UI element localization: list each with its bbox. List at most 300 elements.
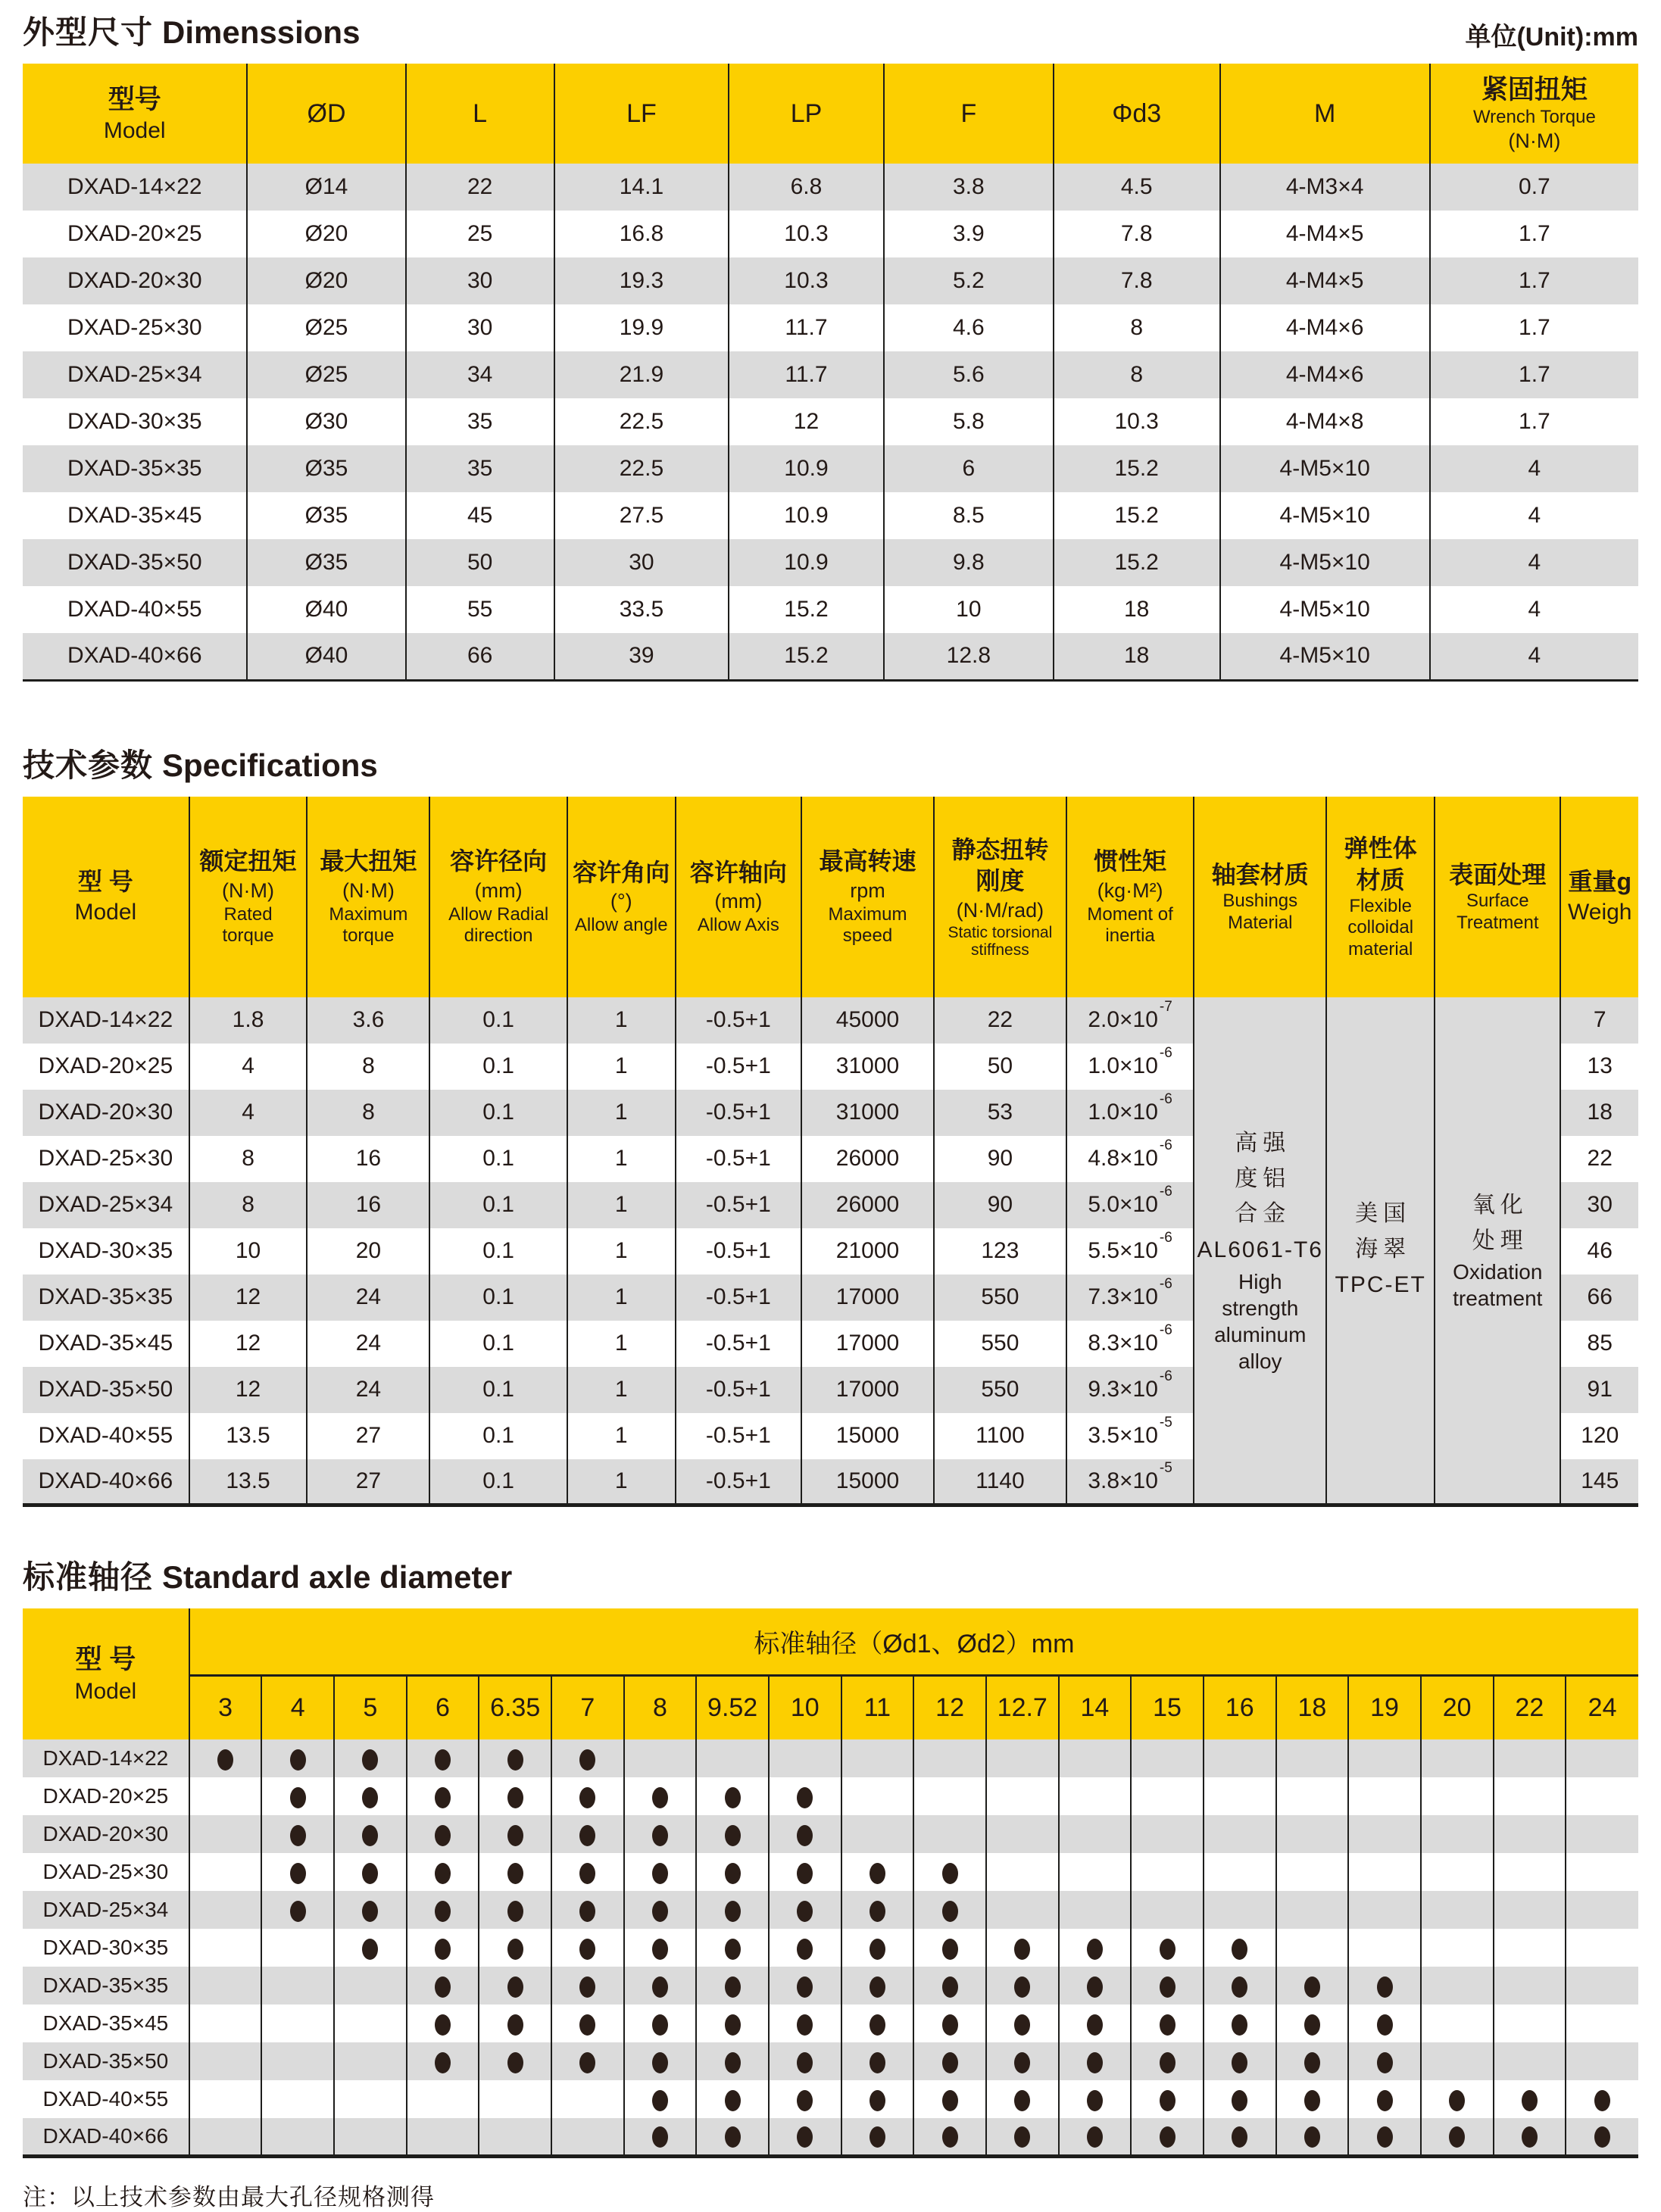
value-cell: 15.2: [1054, 445, 1220, 492]
section-title-dimensions: [23, 8, 360, 53]
axle-cell: [1348, 1739, 1421, 1777]
value-cell: Ø25: [247, 351, 405, 398]
dot-marker: [797, 2090, 813, 2111]
axle-cell: [407, 2080, 479, 2118]
header-text-stack: [248, 64, 404, 164]
table-row: [23, 1967, 1638, 2005]
column-header-flexible: [1326, 797, 1435, 997]
header-text-line: 最高转速: [819, 847, 916, 875]
column-header-dia-19: 19: [1348, 1675, 1421, 1739]
value-cell: 0.1: [429, 997, 567, 1044]
dot-marker: [652, 1863, 668, 1884]
axle-cell: [913, 1777, 986, 1815]
dot-marker: [725, 1976, 741, 1998]
dot-marker: [1087, 1976, 1103, 1998]
axle-cell: [1059, 1853, 1132, 1891]
header-text-line: Surface: [1466, 891, 1529, 912]
header-text-line: 弹性体: [1344, 834, 1417, 862]
model-cell: DXAD-40×55: [42, 2087, 169, 2111]
header-text-line: 表面处理: [1449, 860, 1547, 888]
table-row: [23, 257, 1638, 304]
model-cell: DXAD-40×55: [67, 597, 202, 622]
axle-cell: [913, 2042, 986, 2080]
axle-cell: [913, 1929, 986, 1967]
header-row: [23, 1608, 1638, 1675]
value-cell: 12.8: [884, 633, 1054, 680]
header-text-stack: [555, 64, 728, 164]
value-cell: 22.5: [554, 445, 729, 492]
value-cell: 50: [934, 1044, 1066, 1090]
table-row: [23, 351, 1638, 398]
inertia-exponent: -6: [1159, 1045, 1172, 1061]
axle-cell: [1348, 2042, 1421, 2080]
value-cell: 9.8: [884, 539, 1054, 586]
column-header-dia-4: 4: [261, 1675, 334, 1739]
axle-cell: [1059, 1891, 1132, 1929]
column-header-dia-6: 6: [407, 1675, 479, 1739]
section-title-zh: 技术参数: [23, 747, 154, 783]
value-cell: [1066, 1459, 1194, 1505]
value-cell: 18: [1054, 586, 1220, 633]
axle-cell: [1131, 1777, 1204, 1815]
dot-marker: [652, 2052, 668, 2073]
weight-cell: 30: [1560, 1182, 1638, 1228]
value-cell: 1: [567, 1367, 676, 1413]
axle-cell: [334, 2080, 407, 2118]
axle-cell: [407, 1967, 479, 2005]
value-cell: 123: [934, 1228, 1066, 1274]
model-cell: DXAD-14×22: [23, 1739, 189, 1777]
value-cell: [1066, 1136, 1194, 1182]
axle-cell: [551, 1853, 624, 1891]
header-text-line: torque: [342, 925, 395, 947]
column-header-radial: [429, 797, 567, 997]
value-cell: 1: [567, 1413, 676, 1459]
header-text-line: Rated: [223, 904, 273, 925]
axle-cell: [1421, 1777, 1494, 1815]
value-cell: 21.9: [554, 351, 729, 398]
dot-marker: [1232, 1939, 1247, 1960]
axle-cell: [1204, 1967, 1276, 2005]
axle-cell: [769, 2005, 841, 2042]
header-text-line: stiffness: [971, 941, 1029, 959]
header-text-line: 重量g: [1568, 868, 1632, 896]
axle-cell: [913, 1891, 986, 1929]
value-cell: 1: [567, 1321, 676, 1367]
model-cell: DXAD-25×30: [67, 315, 202, 340]
axle-cell: [261, 2080, 334, 2118]
axle-cell: [1566, 1739, 1638, 1777]
axle-cell: [1131, 1815, 1204, 1853]
table-row: [23, 164, 1638, 211]
axle-cell: [1566, 2042, 1638, 2080]
dot-marker: [435, 1939, 451, 1960]
column-header-od: [247, 64, 405, 164]
inertia-exponent: -6: [1159, 1230, 1172, 1246]
model-cell: DXAD-40×66: [23, 633, 247, 680]
axle-cell: [1566, 1967, 1638, 2005]
axle-cell: [1566, 2080, 1638, 2118]
header-text-line: 轴套材质: [1211, 860, 1309, 888]
value-cell: 0.1: [429, 1413, 567, 1459]
column-header-dia-22: 22: [1494, 1675, 1566, 1739]
inertia-base: 3.8×10: [1088, 1468, 1158, 1493]
axle-cell: [1494, 1967, 1566, 2005]
header-text-stack: [1054, 64, 1219, 164]
header-text-line: Static torsional: [948, 924, 1053, 942]
axle-cell: [1421, 2042, 1494, 2080]
value-cell: 10.3: [729, 257, 884, 304]
axle-cell: [769, 1739, 841, 1777]
value-cell: [1066, 1090, 1194, 1136]
value-cell: 0.1: [429, 1367, 567, 1413]
inertia-base: 7.3×10: [1088, 1284, 1158, 1309]
inertia-base: 8.3×10: [1088, 1331, 1158, 1356]
column-header-dia-16: 16: [1204, 1675, 1276, 1739]
value-cell: 0.1: [429, 1044, 567, 1090]
axle-cell: [189, 1777, 262, 1815]
header-text-line: speed: [842, 925, 893, 947]
axle-cell: [407, 1853, 479, 1891]
header-text-line: material: [1347, 938, 1413, 959]
header-text-line: rpm: [850, 878, 885, 902]
value-cell: [1066, 1413, 1194, 1459]
material-text-line: AL6061-T6: [1197, 1237, 1323, 1262]
value-cell: 13.5: [189, 1459, 308, 1505]
model-cell: DXAD-14×22: [23, 997, 189, 1044]
header-text-line: Bushings: [1222, 891, 1298, 912]
header-text-line: (N·M): [1508, 129, 1561, 153]
dot-marker: [290, 1749, 306, 1771]
value-cell: -0.5+1: [676, 1044, 801, 1090]
value-cell: 10.9: [729, 445, 884, 492]
weight-cell: 145: [1560, 1459, 1638, 1505]
value-cell: 55: [406, 586, 554, 633]
header-text-line: Model: [74, 900, 137, 925]
header-text-line: Maximum: [828, 904, 907, 925]
header-text-line: Weigh: [1567, 900, 1632, 925]
dot-marker: [1594, 2126, 1610, 2148]
axle-cell: [551, 1967, 624, 2005]
dot-marker: [1160, 2052, 1176, 2073]
axle-cell: [1276, 1929, 1349, 1967]
value-cell: 4: [1430, 586, 1638, 633]
section-title-specifications: [23, 741, 378, 786]
axle-diameter-table: [23, 1608, 1638, 2158]
value-cell: 14.1: [554, 164, 729, 211]
value-cell: 1: [567, 997, 676, 1044]
value-cell: 10.3: [1054, 398, 1220, 445]
dot-marker: [870, 1901, 885, 1922]
axle-cell: [551, 1891, 624, 1929]
dot-marker: [435, 1825, 451, 1846]
axle-cell: [334, 1967, 407, 2005]
value-cell: 12: [189, 1367, 308, 1413]
value-cell: 1.7: [1430, 304, 1638, 351]
axle-cell: [1566, 2118, 1638, 2156]
material-text-line: High: [1238, 1269, 1282, 1293]
header-text-stack: [1067, 797, 1194, 997]
axle-cell: [261, 1739, 334, 1777]
header-text-line: (°): [610, 890, 632, 913]
header-text-stack: [23, 1643, 189, 1705]
model-cell: DXAD-20×25: [42, 1784, 169, 1808]
axle-cell: [769, 1891, 841, 1929]
value-cell: 1: [567, 1090, 676, 1136]
value-cell: 6: [884, 445, 1054, 492]
axle-cell: [1204, 1739, 1276, 1777]
header-text-stack: [190, 797, 307, 997]
dot-marker: [435, 2052, 451, 2073]
axle-cell: [1204, 2005, 1276, 2042]
axle-cell: [696, 2080, 769, 2118]
column-header-bushings: [1194, 797, 1326, 997]
dot-marker: [725, 2090, 741, 2111]
dot-marker: [942, 1863, 958, 1884]
header-text-line: 材质: [1356, 866, 1405, 894]
dot-marker: [1377, 2126, 1393, 2148]
axle-cell: [1059, 2118, 1132, 2156]
value-cell: 4-M5×10: [1220, 492, 1430, 539]
value-cell: Ø14: [247, 164, 405, 211]
axle-cell: [189, 1853, 262, 1891]
axle-cell: [1421, 1967, 1494, 2005]
axle-cell: [479, 2118, 551, 2156]
column-header-m: [1220, 64, 1430, 164]
header-text-line: ØD: [307, 98, 346, 128]
material-text-line: TPC-ET: [1335, 1272, 1426, 1298]
header-text-stack: [729, 64, 883, 164]
column-header-dia-20: 20: [1421, 1675, 1494, 1739]
dot-marker: [290, 1863, 306, 1884]
column-header-dia-18: 18: [1276, 1675, 1349, 1739]
axle-cell: [913, 2118, 986, 2156]
column-header-axis: [676, 797, 801, 997]
dot-marker: [362, 1749, 378, 1771]
axle-cell: [479, 1929, 551, 1967]
dot-marker: [507, 1939, 523, 1960]
column-header-weight: [1560, 797, 1638, 997]
value-cell: 17000: [801, 1367, 934, 1413]
axle-cell: [479, 2080, 551, 2118]
value-cell: 10.3: [729, 211, 884, 257]
dot-marker: [870, 1939, 885, 1960]
section-title-axle: [23, 1552, 512, 1598]
dot-marker: [579, 1787, 595, 1808]
header-text-line: Model: [74, 1678, 137, 1704]
dot-marker: [1232, 2090, 1247, 2111]
value-cell: 45000: [801, 997, 934, 1044]
table-row: [23, 304, 1638, 351]
axle-cell: [769, 2042, 841, 2080]
value-cell: -0.5+1: [676, 1182, 801, 1228]
merged-cell-surface: [1435, 997, 1560, 1505]
axle-cell: [407, 1891, 479, 1929]
axle-cell: [1276, 2005, 1349, 2042]
value-cell: Ø40: [247, 586, 405, 633]
dot-marker: [725, 2126, 741, 2148]
model-cell: DXAD-35×50: [23, 2042, 189, 2080]
dot-marker: [435, 1863, 451, 1884]
header-text-line: 型 号: [77, 868, 133, 896]
header-text-line: 容许轴向: [689, 858, 787, 886]
value-cell: -0.5+1: [676, 1228, 801, 1274]
dot-marker: [507, 1901, 523, 1922]
header-text-line: LP: [790, 98, 823, 128]
column-header-model: [23, 797, 189, 997]
value-cell: 19.9: [554, 304, 729, 351]
value-cell: 8.5: [884, 492, 1054, 539]
axle-cell: [1131, 1891, 1204, 1929]
model-cell: DXAD-14×22: [23, 164, 247, 211]
model-cell: DXAD-25×30: [42, 1860, 169, 1883]
axle-cell: [841, 2080, 914, 2118]
header-row: [23, 1675, 1638, 1739]
model-cell: DXAD-20×25: [38, 1053, 173, 1078]
dot-marker: [507, 1749, 523, 1771]
axle-cell: [1276, 2042, 1349, 2080]
value-cell: 24: [307, 1321, 429, 1367]
column-header-dia-14: 14: [1059, 1675, 1132, 1739]
value-cell: 0.1: [429, 1321, 567, 1367]
axle-cell: [986, 1929, 1059, 1967]
header-text-stack: [676, 797, 801, 997]
axle-cell: [261, 1891, 334, 1929]
value-cell: 27: [307, 1459, 429, 1505]
value-cell: 550: [934, 1367, 1066, 1413]
axle-cell: [624, 1777, 697, 1815]
model-cell: DXAD-20×30: [23, 1090, 189, 1136]
inertia-base: 1.0×10: [1088, 1100, 1158, 1125]
value-cell: -0.5+1: [676, 1090, 801, 1136]
value-cell: Ø20: [247, 257, 405, 304]
table-row: [23, 1891, 1638, 1929]
header-text-line: LF: [626, 98, 657, 128]
value-cell: 8: [189, 1182, 308, 1228]
dot-marker: [652, 1901, 668, 1922]
value-cell: -0.5+1: [676, 1274, 801, 1321]
value-cell: 10.9: [729, 492, 884, 539]
dot-marker: [435, 1976, 451, 1998]
axle-cell: [1421, 2005, 1494, 2042]
value-cell: 16: [307, 1136, 429, 1182]
axle-cell: [986, 1891, 1059, 1929]
value-cell: 20: [307, 1228, 429, 1274]
dot-marker: [725, 2014, 741, 2036]
axle-cell: [1421, 2118, 1494, 2156]
model-cell: DXAD-40×55: [38, 1423, 173, 1448]
value-cell: 4: [1430, 539, 1638, 586]
axle-cell: [913, 1815, 986, 1853]
axle-cell: [1494, 2118, 1566, 2156]
table-row: [23, 586, 1638, 633]
header-text-line: Model: [103, 118, 166, 143]
axle-cell: [479, 1853, 551, 1891]
inertia-exponent: -7: [1159, 999, 1172, 1015]
axle-cell: [1276, 2118, 1349, 2156]
axle-cell: [913, 2005, 986, 2042]
inertia-exponent: -6: [1159, 1184, 1172, 1200]
column-header-dia-3: 3: [189, 1675, 262, 1739]
axle-cell: [407, 1929, 479, 1967]
axle-cell: [1566, 1929, 1638, 1967]
dot-marker: [579, 1976, 595, 1998]
axle-cell: [1494, 1739, 1566, 1777]
dot-marker: [797, 1863, 813, 1884]
axle-cell: [696, 1739, 769, 1777]
axle-cell: [1494, 1853, 1566, 1891]
axle-cell: [1566, 1777, 1638, 1815]
dot-marker: [797, 1787, 813, 1808]
header-text-line: 容许角向: [573, 858, 670, 886]
model-cell: DXAD-35×45: [38, 1331, 173, 1356]
value-cell: -0.5+1: [676, 1413, 801, 1459]
value-cell: 1140: [934, 1459, 1066, 1505]
value-cell: 11.7: [729, 351, 884, 398]
axle-cell: [986, 2005, 1059, 2042]
axle-cell: [841, 1739, 914, 1777]
axle-cell: [1566, 1891, 1638, 1929]
value-cell: 0.1: [429, 1459, 567, 1505]
header-text-stack: [1431, 64, 1638, 164]
axle-cell: [986, 1777, 1059, 1815]
inertia-base: 4.8×10: [1088, 1146, 1158, 1171]
axle-cell: [189, 1929, 262, 1967]
section-title-zh: 标准轴径: [23, 1559, 154, 1595]
value-cell: 5.2: [884, 257, 1054, 304]
value-cell: 17000: [801, 1274, 934, 1321]
table-row: [23, 633, 1638, 680]
dot-marker: [870, 2126, 885, 2148]
axle-cell: [841, 1891, 914, 1929]
axle-cell: [479, 1815, 551, 1853]
inertia-base: 1.0×10: [1088, 1053, 1158, 1078]
header-text-line: (kg·M²): [1097, 878, 1163, 902]
header-text-line: (mm): [474, 878, 523, 902]
weight-cell: 91: [1560, 1367, 1638, 1413]
value-cell: 1: [567, 1182, 676, 1228]
axle-cell: [334, 2042, 407, 2080]
axle-cell: [1348, 1891, 1421, 1929]
column-header-l: [406, 64, 554, 164]
value-cell: 90: [934, 1136, 1066, 1182]
value-cell: 25: [406, 211, 554, 257]
value-cell: 0.1: [429, 1136, 567, 1182]
value-cell: 8: [1054, 351, 1220, 398]
column-header-torque: [1430, 64, 1638, 164]
inertia-base: 5.0×10: [1088, 1192, 1158, 1217]
axle-cell: [407, 2118, 479, 2156]
value-cell: 1: [567, 1459, 676, 1505]
axle-cell: [551, 1739, 624, 1777]
axle-cell: [1421, 1739, 1494, 1777]
dot-marker: [1014, 2090, 1030, 2111]
dot-marker: [942, 1939, 958, 1960]
dot-marker: [1014, 2052, 1030, 2073]
value-cell: 8: [189, 1136, 308, 1182]
dot-marker: [1304, 2014, 1320, 2036]
axle-cell: [261, 1777, 334, 1815]
value-cell: [1066, 1274, 1194, 1321]
axle-cell: [1131, 2118, 1204, 2156]
merged-cell-bushings: [1194, 997, 1326, 1505]
dot-marker: [435, 1787, 451, 1808]
value-cell: 15.2: [729, 633, 884, 680]
material-text-line: 氧化: [1472, 1193, 1528, 1218]
value-cell: [1066, 1182, 1194, 1228]
header-text-line: Material: [1228, 912, 1293, 933]
axle-cell: [551, 2118, 624, 2156]
